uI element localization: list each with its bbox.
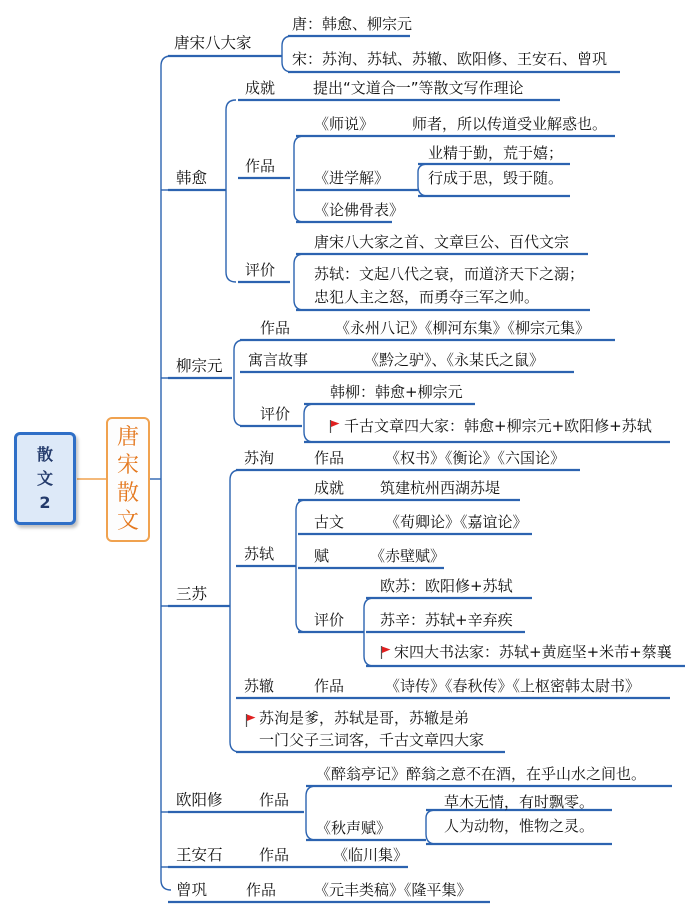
node-tang[interactable]: 唐：韩愈、柳宗元: [292, 15, 413, 33]
node-hanyu-pingjia-3[interactable]: 忠犯人主之怒，而勇夺三军之帅。: [314, 288, 540, 306]
node-suzhe-zuopin-value[interactable]: 《诗传》《春秋传》《上枢密韩太尉书》: [385, 677, 641, 695]
node-ouyang-zuopin[interactable]: 作品: [259, 791, 290, 809]
node-liu-yuyan-value[interactable]: 《黔之驴》、《永某氏之鼠》: [364, 351, 545, 369]
node-jinxuejie[interactable]: 《进学解》: [314, 169, 390, 187]
node-wanganshi[interactable]: 王安石: [176, 846, 223, 864]
node-hanyu-pingjia-1[interactable]: 唐宋八大家之首、文章巨公、百代文宗: [314, 233, 570, 251]
node-sushi-fu[interactable]: 赋: [314, 547, 330, 565]
node-zeng-zuopin[interactable]: 作品: [246, 881, 277, 899]
main-label-line1: 唐: [116, 424, 139, 450]
node-zeng-zuopin-value[interactable]: 《元丰类稿》《隆平集》: [314, 881, 472, 899]
node-liu-zuopin-value[interactable]: 《永州八记》《柳河东集》《柳宗元集》: [335, 319, 591, 337]
node-hanyu-pingjia[interactable]: 评价: [245, 261, 276, 279]
node-qiusheng-quote-1[interactable]: 草木无情，有时飘零。: [444, 793, 595, 811]
node-jinxuejie-quote-2[interactable]: 行成于思，毁于随。: [428, 169, 564, 187]
node-zuiweng[interactable]: 《醉翁亭记》醉翁之意不在酒，在乎山水之间也。: [316, 765, 647, 783]
red-flag-icon: [380, 646, 391, 659]
node-song[interactable]: 宋：苏洵、苏轼、苏辙、欧阳修、王安石、曾巩: [292, 50, 608, 68]
node-wang-zuopin-value[interactable]: 《临川集》: [333, 846, 409, 864]
node-hanyu-chengjiu[interactable]: 成就: [245, 79, 276, 97]
node-suzhe[interactable]: 苏辙: [244, 677, 275, 695]
root-label-line3: 2: [39, 492, 51, 512]
node-zenggong[interactable]: 曾巩: [176, 881, 208, 899]
node-suzhe-zuopin[interactable]: 作品: [314, 677, 345, 695]
node-shishuo-quote[interactable]: 师者，所以传道受业解惑也。: [412, 115, 608, 133]
node-shishuo[interactable]: 《师说》: [314, 115, 375, 133]
node-liuzongyuan[interactable]: 柳宗元: [176, 357, 223, 375]
main-topic-node[interactable]: [106, 417, 150, 542]
node-qiangu-sidajia[interactable]: 千古文章四大家：韩愈+柳宗元+欧阳修+苏轼: [344, 417, 652, 435]
node-sansu[interactable]: 三苏: [176, 585, 208, 603]
main-label-line3: 散: [116, 480, 139, 506]
node-sansu-note-1[interactable]: 苏洵是爹，苏轼是哥，苏辙是弟: [259, 709, 470, 727]
node-sushi-pingjia[interactable]: 评价: [314, 611, 345, 629]
red-flag-icon: [329, 420, 340, 433]
node-qiushengfu[interactable]: 《秋声赋》: [316, 819, 392, 837]
node-sushi-guwen[interactable]: 古文: [314, 513, 345, 531]
node-hanyu-pingjia-2[interactable]: 苏轼：文起八代之衰，而道济天下之溺；: [314, 265, 585, 283]
root-label-line2: 文: [36, 468, 53, 488]
main-label-line2: 宋: [116, 452, 139, 478]
node-jinxuejie-quote-1[interactable]: 业精于勤，荒于嬉；: [428, 144, 564, 162]
node-songsi-shufajia[interactable]: 宋四大书法家：苏轼+黄庭坚+米芾+蔡襄: [394, 643, 672, 661]
node-liu-pingjia[interactable]: 评价: [260, 405, 291, 423]
node-wang-zuopin[interactable]: 作品: [259, 846, 290, 864]
node-liu-zuopin[interactable]: 作品: [260, 319, 291, 337]
node-lunfogubiao[interactable]: 《论佛骨表》: [314, 201, 405, 219]
node-qiusheng-quote-2[interactable]: 人为动物，惟物之灵。: [444, 817, 595, 835]
node-hanliu[interactable]: 韩柳：韩愈+柳宗元: [330, 383, 463, 401]
node-sansu-note-2[interactable]: 一门父子三词客，千古文章四大家: [259, 731, 485, 749]
node-ousu[interactable]: 欧苏：欧阳修+苏轼: [380, 577, 513, 595]
node-suxun-zuopin[interactable]: 作品: [314, 449, 345, 467]
node-suxin[interactable]: 苏辛：苏轼+辛弃疾: [380, 611, 513, 629]
node-suxun-zuopin-value[interactable]: 《权书》《衡论》《六国论》: [385, 449, 566, 467]
main-label-line4: 文: [116, 508, 139, 534]
node-sushi-chengjiu[interactable]: 成就: [314, 479, 345, 497]
red-flag-icon: [245, 714, 256, 727]
node-hanyu[interactable]: 韩愈: [176, 169, 208, 187]
node-liu-yuyan[interactable]: 寓言故事: [248, 351, 309, 369]
root-label-line1: 散: [36, 444, 53, 464]
node-ouyangxiu[interactable]: 欧阳修: [176, 791, 223, 809]
root-node[interactable]: [14, 432, 76, 525]
node-sushi-fu-value[interactable]: 《赤壁赋》: [370, 547, 446, 565]
node-sushi[interactable]: 苏轼: [244, 545, 275, 563]
node-sushi-chengjiu-value[interactable]: 筑建杭州西湖苏堤: [380, 479, 501, 497]
node-suxun[interactable]: 苏洵: [244, 449, 275, 467]
node-hanyu-chengjiu-value[interactable]: 提出“文道合一”等散文写作理论: [313, 79, 524, 97]
node-sushi-guwen-value[interactable]: 《荀卿论》《嘉谊论》: [385, 513, 528, 531]
node-tangsong-badajia[interactable]: 唐宋八大家: [174, 34, 252, 52]
node-hanyu-zuopin[interactable]: 作品: [245, 157, 276, 175]
